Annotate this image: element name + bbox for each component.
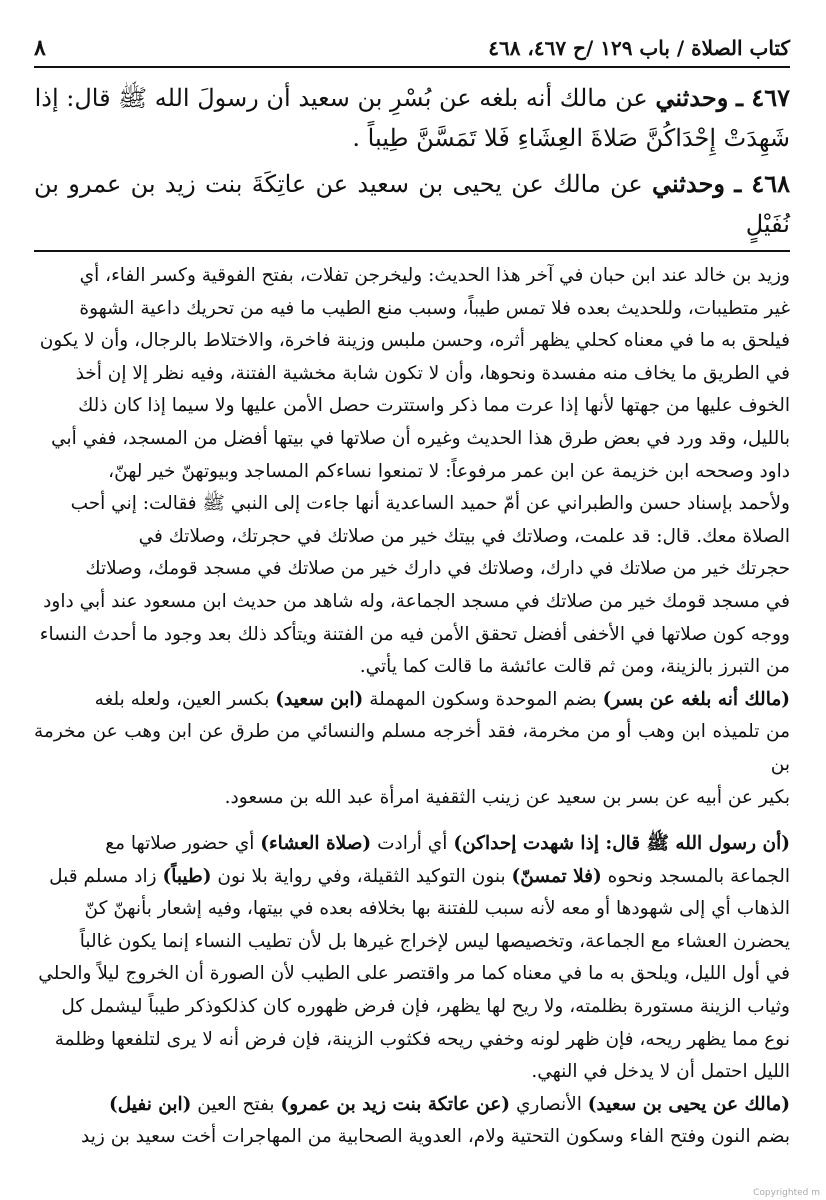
commentary-text: زاد مسلم قبل [49, 865, 157, 887]
lemma: (طيباً) [162, 865, 212, 887]
hadith-467 [34, 78, 790, 158]
page-number: ٨ [34, 35, 46, 61]
lemma: (مالك عن يحيى بن سعيد) [587, 1093, 790, 1115]
lemma: (أن رسول الله ﷺ قال: إذا شهدت إحداكن) [453, 833, 790, 855]
commentary-paragraph-3 [34, 828, 790, 1089]
commentary-text: بنون التوكيد الثقيلة، وفي رواية بلا نون [217, 865, 506, 887]
commentary-text: الجماعة بالمسجد ونحوه [607, 865, 790, 887]
commentary-text: بضم الموحدة وسكون المهملة [369, 688, 597, 710]
commentary-line [34, 1089, 790, 1122]
commentary-line: فيلحق به ما في معناه كحلي يظهر أثره، وحسن ملبس وزينة فاخرة، والاختلاط بالرجال، وأن لا يكون [39, 330, 790, 352]
commentary-line: داود وصححه ابن خزيمة عن ابن عمر مرفوعاً: لا تمنعوا نساءكم المساجد وبيوتهنّ خير لهنّ، [108, 460, 790, 482]
commentary-text: أي أرادت [377, 833, 448, 855]
commentary [34, 260, 790, 1154]
commentary-line: الذهاب أي إلى شهودها أو معه لأنه سبب للفتنة بها بخلافه بعده في بيتها، وفيه إشعار بأنهنّ كنّ [84, 898, 790, 920]
hadith-keyword: وحدثني [655, 83, 729, 112]
commentary-text: بكسر العين، ولعله بلغه [94, 688, 270, 710]
commentary-line: في مسجد قومك خير من صلاتك في مسجد الجماعة، وله شاهد من حديث ابن مسعود عند أبي داود [43, 590, 790, 612]
commentary-line: في الطريق ما يخاف منه مفسدة ونحوها، وأن لا تكون شابة مخشية الفتنة، وفيه نظر إلا إن أخذ [75, 362, 790, 384]
commentary-line: بضم النون وفتح الفاء وسكون التحتية ولام، العدوية الصحابية من المهاجرات أخت سعيد بن زيد [81, 1126, 790, 1148]
commentary-line: بالليل، وقد ورد في بعض طرق هذا الحديث وغيره أن صلاتها في بيتها أفضل من المسجد، ففي أبي [51, 427, 790, 449]
commentary-line: نوع مما يظهر ريحه، فإن ظهر لونه وخفي ريحه فكثوب الزينة، فإن فرض أنه لا يرى لتلفعها وظلمة [54, 1028, 790, 1050]
commentary-line: في أول الليل، ويلحق به ما في معناه كما مر واقتصر على الطيب لأن الصورة أن الخروج ليلاً والحلي [38, 963, 790, 985]
header-title: كتاب الصلاة / باب ١٢٩ /ح ٤٦٧، ٤٦٨ [488, 36, 790, 60]
commentary-line: ووجه كون صلاتها في الأخفى أفضل تحقق الأمن فيه من الفتنة ويتأكد ذلك بعد وجود ما أحدث النساء [39, 623, 790, 645]
commentary-text: أي حضور صلاتها مع [105, 833, 255, 855]
hadith-line: عن مالك أنه بلغه عن بُسْرِ بن سعيد أن رسولَ الله ﷺ قال: إذا [34, 84, 648, 112]
lemma: (ابن نفيل) [108, 1093, 192, 1115]
commentary-line: ولأحمد بإسناد حسن والطبراني عن أمّ حميد الساعدية أنها جاءت إلى النبي ﷺ فقالت: إني أحب [70, 493, 790, 515]
separator-rule [34, 250, 790, 252]
lemma: (ابن سعيد) [275, 688, 364, 710]
commentary-paragraph-4 [34, 1089, 790, 1154]
commentary-line: بكير عن أبيه عن بسر بن سعيد عن زينب الثقفية امرأة عبد الله بن مسعود. [224, 786, 790, 808]
commentary-line: وزيد بن خالد عند ابن حبان في آخر هذا الحديث: وليخرجن تفلات، بفتح الفوقية وكسر الفاء، أي [79, 265, 790, 286]
commentary-paragraph-2 [34, 684, 790, 814]
commentary-line: غير متطيبات، وللحديث بعده فلا تمس طيباً، وسبب منع الطيب ما فيه من تحريك داعية الشهوة [79, 297, 790, 319]
hadith-line: عن مالك عن يحيى بن سعيد عن عاتِكَةَ بنت زيد بن عمرو بن نُفَيْلٍ [34, 170, 790, 238]
commentary-line: من التبرز بالزينة، ومن ثم قالت عائشة ما قالت كما يأتي. [359, 656, 790, 678]
commentary-text: بفتح العين [197, 1093, 275, 1115]
commentary-line: الصلاة معك. قال: قد علمت، وصلاتك في بيتك خير من صلاتك في حجرتك، وصلاتك في [138, 525, 790, 547]
lemma: (مالك أنه بلغه عن بسر) [602, 688, 790, 710]
commentary-line [34, 828, 790, 861]
hadith-468 [34, 164, 790, 244]
lemma: (صلاة العشاء) [260, 833, 372, 855]
commentary-line: من تلميذه ابن وهب أو من مخرمة، فقد أخرجه مسلم والنسائي من طرق عن ابن وهب عن مخرمة بن [34, 721, 790, 775]
hadith-number: ٤٦٨ ـ [734, 169, 790, 198]
lemma: (فلا تمسنّ) [511, 865, 602, 887]
commentary-line: حجرتك خير من صلاتك في دارك، وصلاتك في دارك خير من صلاتك في مسجد قومك، وصلاتك [85, 558, 790, 580]
commentary-line [34, 684, 790, 717]
commentary-line: وثياب الزينة مستورة بظلمته، ولا ريح لها يظهر، فإن فرض ظهوره كان كذلكوذكر طيباً ليشمل كل [61, 996, 790, 1018]
commentary-line: الليل احتمل أن لا يدخل في النهي. [531, 1061, 790, 1083]
hadith-text [34, 78, 790, 244]
commentary-paragraph-1 [34, 260, 790, 684]
hadith-line: شَهِدَتْ إِحْدَاكُنَّ صَلاةَ العِشَاءِ فَلا تَمَسَّنَّ طِيباً . [352, 124, 790, 152]
hadith-keyword: وحدثني [652, 169, 725, 198]
commentary-line: يحضرن العشاء مع الجماعة، وتخصيصها ليس لإخراج غيرها بل لأن تطيب النساء إنما يكون غالباً [79, 930, 790, 952]
commentary-text: الأنصاري [515, 1093, 582, 1115]
commentary-line: الخوف عليها من جهتها لأنها إذا عرت مما ذكر واستترت حصل الأمن عليها ولا سيما إذا كان ذلك [78, 395, 790, 417]
hadith-number: ٤٦٧ ـ [735, 83, 790, 112]
running-header [34, 34, 790, 68]
lemma: (عن عاتكة بنت زيد بن عمرو) [280, 1093, 511, 1115]
watermark: Copyrighted m [753, 1188, 820, 1198]
commentary-line [34, 861, 790, 894]
